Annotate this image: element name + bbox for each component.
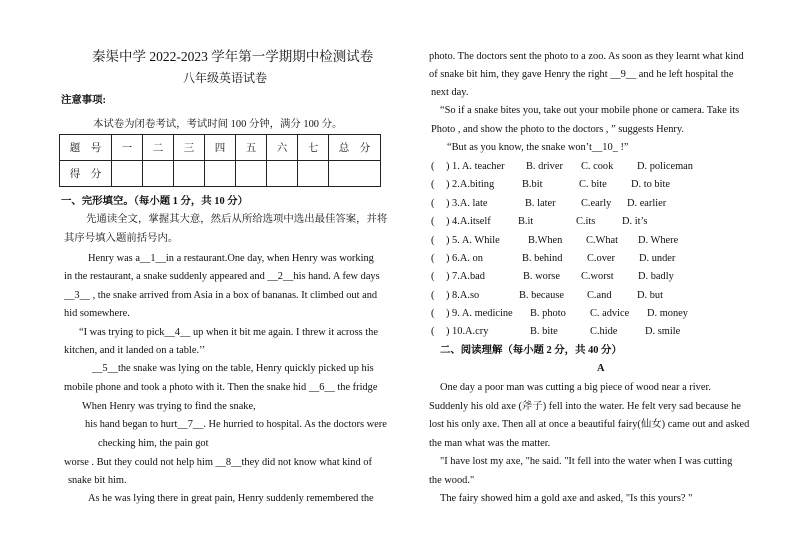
option-a: ) 6.A. on [446,253,483,264]
passage-line: snake bit him. [68,475,127,486]
option-d: D. money [647,308,688,319]
option-d: D. but [637,290,663,301]
reading-line: Suddenly his old axe (斧子) fell into the water. He felt very sad because he [429,401,741,412]
passage-line: “But as you know, the snake won’t__10_ !” [447,142,629,153]
option-a: ) 4.A.itself [446,216,491,227]
score-cell: 五 [236,135,267,161]
option-c: C. bite [579,179,607,190]
score-cell: 四 [205,135,236,161]
option-d: D. policeman [637,161,693,172]
answer-bracket[interactable]: ( [431,271,435,282]
option-d: D. earlier [627,198,667,209]
option-b: B. photo [530,308,566,319]
score-cell: 三 [174,135,205,161]
reading-line: "I have lost my axe, "he said. "It fell into the water when I was cutting [440,456,733,467]
answer-bracket[interactable]: ( [431,253,435,264]
option-c: C.What [586,235,619,246]
reading-line: One day a poor man was cutting a big piece of wood near a river. [440,382,711,393]
score-input-cell[interactable] [205,161,236,187]
score-input-cell[interactable] [298,161,329,187]
score-cell: 一 [112,135,143,161]
option-b: B. driver [526,161,563,172]
option-b: B. worse [523,271,560,282]
reading-line: the man what was the matter. [429,438,551,449]
passage-line: “I was trying to pick__4__ up when it bit me again. I threw it across the [79,327,378,338]
option-b: B. later [525,198,556,209]
answer-bracket[interactable]: ( [431,179,435,190]
passage-line: __3__ , the snake arrived from Asia in a box of bananas. It climbed out and [64,290,378,301]
option-c: C.its [576,216,596,227]
option-c: C.over [587,253,615,264]
option-b: B.bit [522,179,543,190]
option-b: B.it [518,216,534,227]
score-cell: 六 [267,135,298,161]
option-a: ) 5. A. While [446,235,500,246]
option-d: D. to bite [631,179,670,190]
answer-bracket[interactable]: ( [431,290,435,301]
answer-bracket[interactable]: ( [431,326,435,337]
passage-line: Henry was a__1__in a restaurant.One day, when Henry was working [88,253,374,264]
answer-bracket[interactable]: ( [431,216,435,227]
answer-bracket[interactable]: ( [431,308,435,319]
option-c: C.worst [581,271,614,282]
passage-line: photo. The doctors sent the photo to a zoo. As soon as they learnt what kind [429,51,744,62]
passage-line: Photo , and show the photo to the doctors , ” suggests Henry. [431,124,685,135]
passage-line: checking him, the pain got [98,438,209,449]
score-input-cell[interactable] [143,161,174,187]
exam-title: 秦渠中学 2022-2023 学年第一学期期中检测试卷 [92,49,374,64]
passage-line: next day. [431,87,469,98]
option-c: C.hide [590,326,618,337]
option-d: D. under [639,253,676,264]
section2-heading: 二、阅读理解（每小题 2 分，共 40 分） [440,345,622,356]
score-input-cell[interactable] [112,161,143,187]
option-b: B. because [519,290,565,301]
option-c: C. cook [581,161,614,172]
passage-line: his hand began to hurt__7__. He hurried to hospital. As the doctors were [85,419,387,430]
option-a: ) 3.A. late [446,198,488,209]
notice-text: 本试卷为闭卷考试，考试时间 100 分钟，满分 100 分。 [93,119,343,130]
option-c: C.early [581,198,612,209]
reading-part-label: A [597,363,605,374]
option-d: D. smile [645,326,681,337]
score-input-cell[interactable] [236,161,267,187]
option-a: ) 7.A.bad [446,271,485,282]
answer-bracket[interactable]: ( [431,161,435,172]
passage-line: When Henry was trying to find the snake, [82,401,256,412]
score-table-header-row [60,135,381,161]
option-a: ) 1. A. teacher [446,161,505,172]
option-c: C.and [587,290,612,301]
exam-subtitle: 八年级英语试卷 [183,71,268,85]
option-a: ) 10.A.cry [446,326,489,337]
option-c: C. advice [590,308,630,319]
passage-line: As he was lying there in great pain, Henry suddenly remembered the [88,493,374,504]
option-d: D. badly [638,271,674,282]
notice-heading: 注意事项: [61,95,107,106]
passage-line: “So if a snake bites you, take out your mobile phone or camera. Take its [440,105,740,116]
option-a: ) 8.A.so [446,290,480,301]
option-b: B. behind [522,253,563,264]
passage-line: hid somewhere. [64,308,130,319]
score-cell: 题 号 [60,135,112,161]
passage-line: in the restaurant, a snake suddenly appeared and __2__his hand. A few days [64,271,380,282]
score-input-cell[interactable] [267,161,298,187]
score-cell: 总 分 [329,135,381,161]
reading-line: the wood." [429,475,475,486]
option-d: D. it’s [622,216,648,227]
reading-line: The fairy showed him a gold axe and asked, "Is this yours? " [440,493,693,504]
passage-line: mobile phone and took a photo with it. Then the snake hid __6__ the fridge [64,382,378,393]
section1-instruction: 其序号填入题前括号内。 [64,233,179,244]
option-d: D. Where [638,235,679,246]
option-a: ) 2.A.biting [446,179,495,190]
section1-instruction: 先通读全文，掌握其大意，然后从所给选项中选出最佳答案，并将 [86,214,388,225]
score-table-score-row [60,161,381,187]
option-a: ) 9. A. medicine [446,308,513,319]
score-input-cell[interactable] [174,161,205,187]
score-cell: 得 分 [60,161,112,187]
passage-line: kitchen, and it landed on a table.’’ [64,345,206,356]
passage-line: of snake bit him, they gave Henry the right __9__ and he left hospital the [429,69,734,80]
answer-bracket[interactable]: ( [431,198,435,209]
passage-line: __5__the snake was lying on the table, Henry quickly picked up his [92,363,374,374]
score-cell: 七 [298,135,329,161]
reading-line: lost his only axe. Then all at once a beautiful fairy(仙女) came out and asked [429,419,750,430]
option-b: B. bite [530,326,558,337]
score-input-cell[interactable] [329,161,381,187]
option-b: B.When [528,235,563,246]
answer-bracket[interactable]: ( [431,235,435,246]
section1-heading: 一、完形填空。（每小题 1 分，共 10 分） [61,196,249,207]
passage-line: worse . But they could not help him __8__they did not know what kind of [64,457,372,468]
score-cell: 二 [143,135,174,161]
score-table [59,134,381,187]
